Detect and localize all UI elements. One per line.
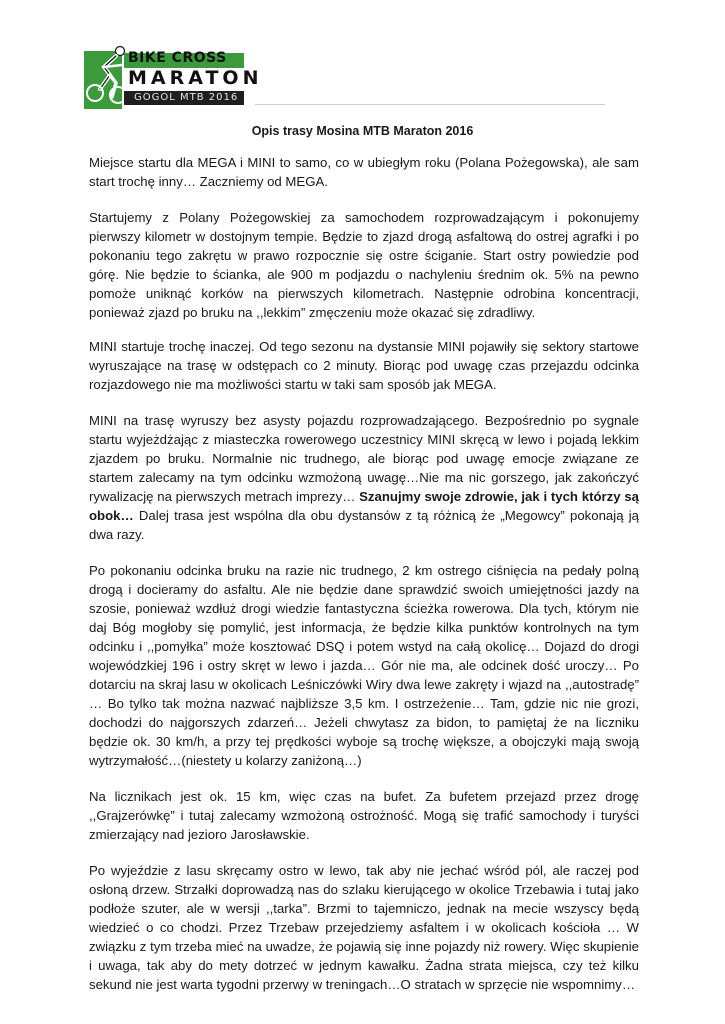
logo-line-3: GOGOL MTB 2016 bbox=[134, 92, 239, 103]
paragraph-3: MINI startuje trochę inaczej. Od tego sezonu na dystansie MINI pojawiły się sektory startowe wyruszające na trasę w odstępach co 2 minuty. Biorąc pod uwagę czas przejazdu odcinka rozjazdowego nie ma możliwości startu w taki sam sposób jak MEGA. bbox=[89, 339, 639, 392]
paragraph-2: Startujemy z Polany Pożegowskiej za samochodem rozprowadzającym i pokonujemy pierwszy kilometr w dostojnym tempie. Będzie to zjazd drogą asfaltową do ostrej agrafki i po pokonaniu tego zakrętu w prawo rozpocznie się ostre ściganie. Start ostry powiedzie pod górę. Nie będzie to ścianka, ale 900 m podjazdu o nachyleniu średnim ok. 5% na pewno pomoże uniknąć korków na pierwszych kilometrach. Następnie odrobina koncentracji, ponieważ zjazd po bruku na ,,lekkim” zmęczeniu może okazać się zdradliwy. bbox=[89, 210, 639, 320]
paragraph-7: Po wyjeździe z lasu skręcamy ostro w lewo, tak aby nie jechać wśród pól, ale raczej pod osłoną drzew. Strzałki doprowadzą nas do szlaku kierującego w okolice Trzebawia i tutaj jako podłoże szuter, ale w wersji ,,tarka”. Brzmi to tajemniczo, jednak na mecie wszyscy będą wiedzieć o co chodzi. Przez Trzebaw przejedziemy asfaltem i w okolicach kościoła … W związku z tym trzeba mieć na uwadze, że pojawią się inne pojazdy niż rowery. Więc skupienie i uwaga, tak aby do mety dotrzeć w jednym kawałku. Żadna strata miejsca, czy też kilku sekund nie jest warta tygodni przerwy w treningach…O stratach w sprzęcie nie wspomnimy… bbox=[89, 863, 639, 992]
logo-line-2: MARATON bbox=[128, 67, 263, 89]
document-title: Opis trasy Mosina MTB Maraton 2016 bbox=[251, 124, 474, 138]
bike-cross-maraton-logo bbox=[84, 45, 263, 107]
header-divider bbox=[255, 104, 605, 105]
paragraph-4-text-a: MINI na trasę wyruszy bez asysty pojazdu rozprowadzającego. Bezpośrednio po sygnale startu wyjeżdżając z miasteczka rowerowego uczestnicy MINI skręcą w lewo i pojadą lekkim zjazdem po bruku. Normalnie nic trudnego, ale biorąc pod uwagę emocje związane ze startem zalecamy na tym odcinku wzmożoną uwagę…Nie ma nic gorszego, jak zakończyć rywalizację na pierwszych metrach imprezy… bbox=[89, 413, 639, 504]
paragraph-6: Na licznikach jest ok. 15 km, więc czas na bufet. Za bufetem przejazd przez drogę ,,Grajzerówkę” i tutaj zalecamy wzmożoną ostrożność. Mogą się trafić samochody i turyści zmierzający nad jezioro Jarosławskie. bbox=[89, 789, 639, 842]
logo-line-1: BIKE CROSS bbox=[128, 50, 227, 66]
paragraph-4 bbox=[89, 411, 639, 544]
paragraph-5: Po pokonaniu odcinka bruku na razie nic trudnego, 2 km ostrego ciśnięcia na pedały polną drogą i docieramy do asfaltu. Ale nie będzie dane sprawdzić swoich umiejętności jazdy na szosie, ponieważ wzdłuż drogi wiedzie fantastyczna ścieżka rowerowa. Dla tych, którym nie daj Bóg mogłoby się pomylić, jest informacja, że będzie kilka punktów kontrolnych na tym odcinku i ,,pomyłka” może kosztować DSQ i potem wstyd na całą okolicę… Dojazd do drogi wojewódzkiej 196 i ostry skręt w lewo i jazda… Gór nie ma, ale odcinek dość uroczy… Po dotarciu na skraj lasu w okolicach Leśniczówki Wiry dwa lewe zakręty i wjazd na ,,autostradę” … Bo tylko tak można nazwać najbliższe 3,5 km. I ostrzeżenie… Tam, gdzie nic nie grozi, dochodzi do najgorszych zdarzeń… Jeżeli chwytasz za bidon, to pamiętaj że na liczniku będzie ok. 30 km/h, a przy tej prędkości wyboje są trochę większe, a obojczyki mają swoją wytrzymałość…(niestety u kolarzy zaniżoną…) bbox=[89, 563, 639, 768]
paragraph-4-bold: Szanujmy swoje zdrowie, jak i tych którzy są obok… bbox=[89, 489, 639, 523]
document-body bbox=[89, 153, 639, 1011]
paragraph-1: Miejsce startu dla MEGA i MINI to samo, co w ubiegłym roku (Polana Pożegowska), ale sam start trochę inny… Zaczniemy od MEGA. bbox=[89, 155, 639, 189]
paragraph-4-text-b: Dalej trasa jest wspólna dla obu dystansów z tą różnicą że „Megowcy” pokonają ją dwa razy. bbox=[89, 508, 639, 542]
